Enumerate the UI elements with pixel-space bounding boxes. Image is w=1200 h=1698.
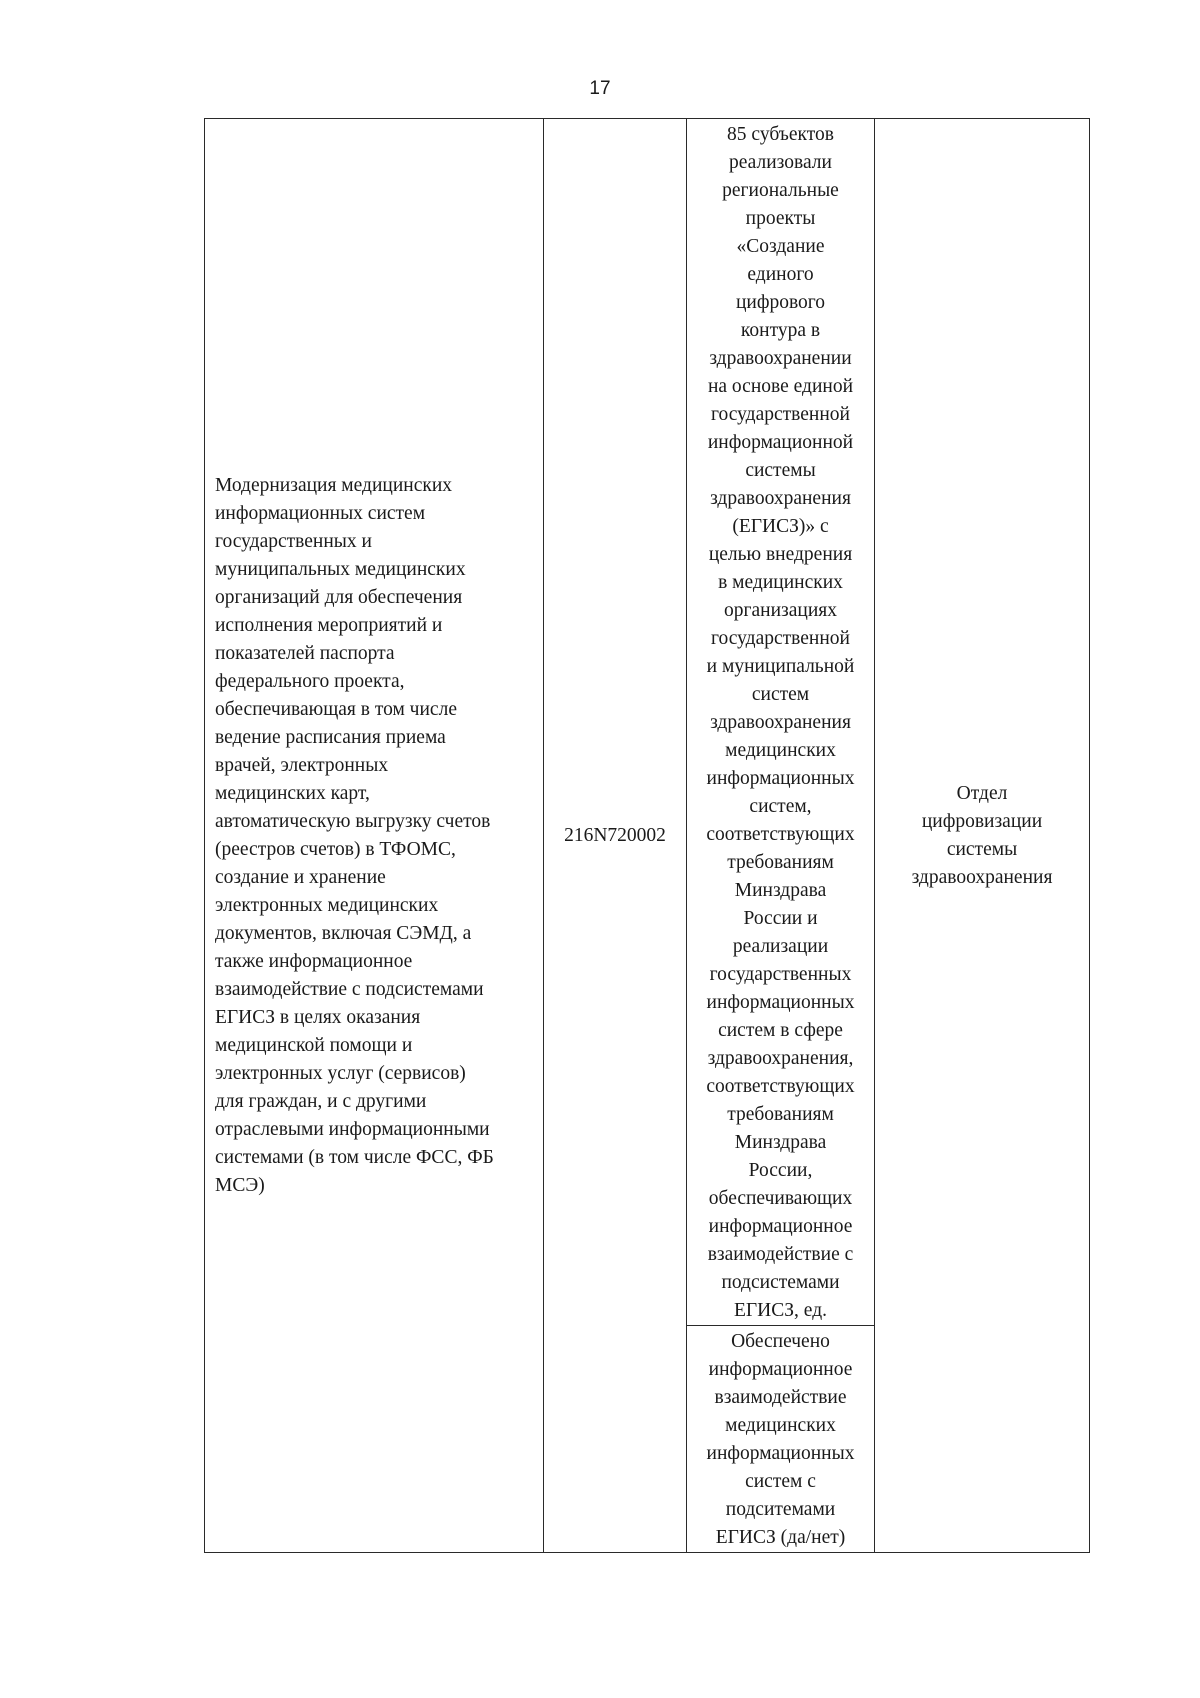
text-line: автоматическую выгрузку счетов	[215, 810, 491, 832]
text-line: цифровизации	[921, 810, 1043, 832]
activity-description-cell	[205, 119, 544, 1553]
text-line: взаимодействие с подсистемами	[215, 978, 484, 1000]
text-line: «Создание	[736, 236, 825, 257]
indicator-cell-2	[687, 1326, 875, 1553]
text-line: ЕГИСЗ в целях оказания	[215, 1006, 421, 1028]
text-line: системы	[745, 460, 816, 481]
program-table	[204, 118, 1090, 1553]
text-line: систем в сфере	[718, 1020, 843, 1041]
department-cell	[875, 119, 1090, 1553]
text-line: систем,	[749, 796, 812, 817]
text-line: муниципальных медицинских	[215, 558, 466, 580]
text-line: ЕГИСЗ (да/нет)	[715, 1527, 846, 1548]
indicator-cell-1	[687, 119, 875, 1326]
text-line: ведение расписания приема	[215, 726, 446, 748]
responsible-department	[879, 780, 1085, 892]
text-line: в медицинских	[718, 572, 843, 593]
text-line: реализовали	[729, 152, 832, 173]
text-line: информационной	[707, 432, 854, 453]
text-line: информационное	[708, 1359, 853, 1380]
text-line: (реестров счетов) в ТФОМС,	[215, 838, 456, 860]
indicator-2-text	[691, 1328, 870, 1552]
text-line: медицинской помощи и	[215, 1034, 413, 1056]
text-line: здравоохранения	[710, 712, 851, 733]
text-line: ЕГИСЗ, ед.	[734, 1300, 827, 1321]
text-line: врачей, электронных	[215, 754, 389, 776]
text-line: систем с	[745, 1471, 816, 1492]
text-line: здравоохранении	[709, 348, 852, 369]
text-line: информационных систем	[215, 502, 426, 524]
indicator-1-text	[691, 121, 870, 1325]
text-line: электронных услуг (сервисов)	[215, 1062, 466, 1084]
text-line: обеспечивающая в том числе	[215, 698, 457, 720]
text-line: для граждан, и с другими	[215, 1090, 427, 1112]
text-line: региональные	[722, 180, 839, 201]
text-line: Минздрава	[734, 1132, 827, 1153]
text-line: системами (в том числе ФСС, ФБ	[215, 1146, 494, 1168]
text-line: МСЭ)	[215, 1174, 265, 1196]
text-line: целью внедрения	[708, 544, 853, 565]
text-line: системы	[946, 838, 1018, 860]
text-line: государственных и	[215, 530, 372, 552]
text-line: Отдел	[956, 782, 1008, 804]
text-line: систем	[751, 684, 810, 705]
activity-code: 216N720002	[564, 824, 666, 846]
text-line: показателей паспорта	[215, 642, 395, 664]
text-line: информационных	[706, 1443, 855, 1464]
text-line: 85 субъектов	[727, 124, 834, 145]
text-line: медицинских карт,	[215, 782, 370, 804]
text-line: взаимодействие	[714, 1387, 847, 1408]
text-line: медицинских	[725, 740, 836, 761]
text-line: требованиям	[727, 1104, 834, 1125]
text-line: России и	[743, 908, 818, 929]
text-line: единого	[747, 264, 814, 285]
text-line: Обеспечено	[731, 1331, 830, 1352]
text-line: информационное	[708, 1216, 853, 1237]
text-line: государственной	[711, 628, 850, 649]
text-line: отраслевыми информационными	[215, 1118, 490, 1140]
code-cell	[544, 119, 687, 1553]
text-line: подсистемами	[721, 1272, 840, 1293]
text-line: взаимодействие с	[707, 1244, 854, 1265]
text-line: организациях	[724, 600, 837, 621]
text-line: здравоохранения	[710, 488, 851, 509]
text-line: документов, включая СЭМД, а	[215, 922, 472, 944]
text-line: информационных	[706, 768, 855, 789]
text-line: требованиям	[727, 852, 834, 873]
text-line: медицинских	[725, 1415, 836, 1436]
text-line: федерального проекта,	[215, 670, 405, 692]
text-line: реализации	[732, 936, 829, 957]
text-line: соответствующих	[706, 1076, 855, 1097]
text-line: на основе единой	[707, 376, 854, 397]
text-line: подситемами	[725, 1499, 836, 1520]
text-line: (ЕГИСЗ)» с	[732, 516, 829, 537]
text-line: проекты	[745, 208, 816, 229]
text-line: и муниципальной	[706, 656, 855, 677]
text-line: исполнения мероприятий и	[215, 614, 443, 636]
text-line: обеспечивающих	[708, 1188, 853, 1209]
text-line: Модернизация медицинских	[215, 474, 453, 496]
page-number: 17	[589, 78, 611, 99]
text-line: цифрового	[735, 292, 826, 313]
activity-description	[215, 472, 533, 1200]
text-line: информационных	[706, 992, 855, 1013]
text-line: России,	[748, 1160, 813, 1181]
text-line: государственных	[709, 964, 852, 985]
text-line: контура в	[740, 320, 821, 341]
text-line: соответствующих	[706, 824, 855, 845]
text-line: здравоохранения	[911, 866, 1053, 888]
text-line: организаций для обеспечения	[215, 586, 463, 608]
text-line: также информационное	[215, 950, 413, 972]
text-line: Минздрава	[734, 880, 827, 901]
text-line: здравоохранения,	[707, 1048, 854, 1069]
text-line: электронных медицинских	[215, 894, 439, 916]
text-line: создание и хранение	[215, 866, 386, 888]
text-line: государственной	[711, 404, 850, 425]
